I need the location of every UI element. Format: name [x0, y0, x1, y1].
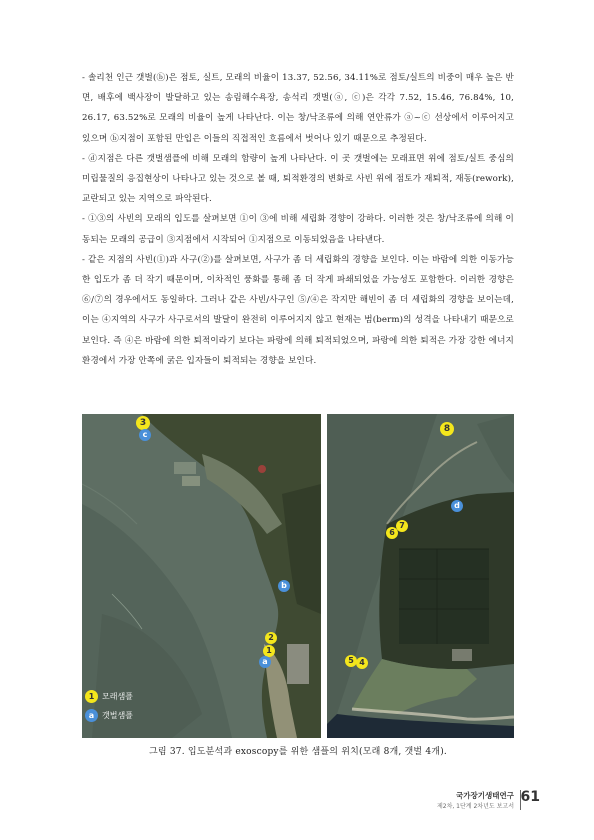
figure-sample-locations	[82, 414, 514, 738]
mud-marker-b: b	[278, 580, 290, 592]
legend-mud-label: 갯벌샘플	[102, 711, 133, 720]
satellite-map-right	[327, 414, 514, 738]
sample-marker-4: 4	[356, 657, 368, 669]
legend-sand-marker: 1	[85, 690, 98, 703]
sample-marker-5: 5	[345, 655, 357, 667]
paragraph-4: - 같은 지점의 사빈(①)과 사구(②)를 살펴보면, 사구가 좀 더 세립화의 경향을 보인다. 이는 바람에 의한 이동가능한 입도가 좀 더 작기 때문이며, 이차적인 풍화를 통해 좀 더 작게 파쇄되었을 가능성도 포함한다. 이러한 경향은 ⑥/⑦의 경우에서도 동일하다. 그러나 같은 사빈/사구인 ⑤/④은 작지만 해빈이 좀 더 세립화의 경향을 보이는데, 이는 ④지역의 사구가 사구로서의 발달이 완전히 이루어지지 않고 현재는 범(berm)의 성격을 나타내기 때문으로 보인다. 즉 ④은 바람에 의한 퇴적이라기 보다는 파랑에 의해 퇴적되었으며, 파랑에 의한 퇴적은 가장 강한 에너지 환경에서 가장 안쪽에 굵은 입자들이 퇴적되는 경향을 보인다.	[82, 254, 514, 366]
sample-marker-6: 6	[386, 527, 398, 539]
paragraph-2: - ⓓ지점은 다른 갯벌샘플에 비해 모래의 함량이 높게 나타난다. 이 곳 갯벌에는 모래표면 위에 점토/실트 중심의 미립물질의 응집현상이 나타나고 있는 것으로 볼 때, 퇴적환경의 변화로 사빈 위에 점토가 재퇴적, 재동(rework), 교란되고 있는 지역으로 파악된다.	[82, 153, 514, 205]
sample-marker-1: 1	[263, 645, 275, 657]
satellite-map-left	[82, 414, 321, 738]
footer-report-subtitle: 제2차, 1단계 2차년도 보고서	[436, 803, 514, 810]
legend-sand-label: 모래샘플	[102, 692, 133, 701]
sample-marker-2: 2	[265, 632, 277, 644]
body-text	[82, 68, 514, 371]
sample-marker-8: 8	[440, 422, 454, 436]
sample-marker-7: 7	[396, 520, 408, 532]
paragraph-1: - 솔리천 인근 갯벌(ⓑ)은 점토, 실트, 모래의 비율이 13.37, 52.56, 34.11%로 점토/실트의 비중이 매우 높은 반면, 배후에 백사장이 발달하고 있는 송림해수욕장, 송석리 갯벌(ⓐ, ⓒ)은 각각 7.52, 15.46, 76.84%, 10, 26.17, 63.52%로 모래의 비율이 높게 나타난다. 이는 창/낙조류에 의해 연안류가 ⓐ~ⓒ 선상에서 이루어지고 있으며 ⓑ지점이 포함된 만입은 이들의 직접적인 흐름에서 벗어나 있기 때문으로 추정된다.	[82, 73, 514, 144]
page-number: 61	[520, 789, 540, 805]
satellite-image-right	[327, 414, 514, 738]
mud-marker-c: c	[139, 429, 151, 441]
satellite-image-left	[82, 414, 321, 738]
sample-marker-3: 3	[136, 416, 150, 430]
legend-mud-marker: a	[85, 709, 98, 722]
mud-marker-a: a	[259, 656, 271, 668]
footer-organization: 국가장기생태연구	[456, 791, 514, 800]
figure-caption: 그림 37. 입도분석과 exoscopy를 위한 샘플의 위치(모래 8개, 갯벌 4개).	[149, 747, 447, 757]
mud-marker-d: d	[451, 500, 463, 512]
paragraph-3: - ①③의 사빈의 모래의 입도를 살펴보면 ①이 ③에 비해 세립화 경향이 강하다. 이러한 것은 창/낙조류에 의해 이동되는 모래의 공급이 ③지점에서 시작되어 ①지점으로 이동되었음을 나타낸다.	[82, 214, 514, 245]
